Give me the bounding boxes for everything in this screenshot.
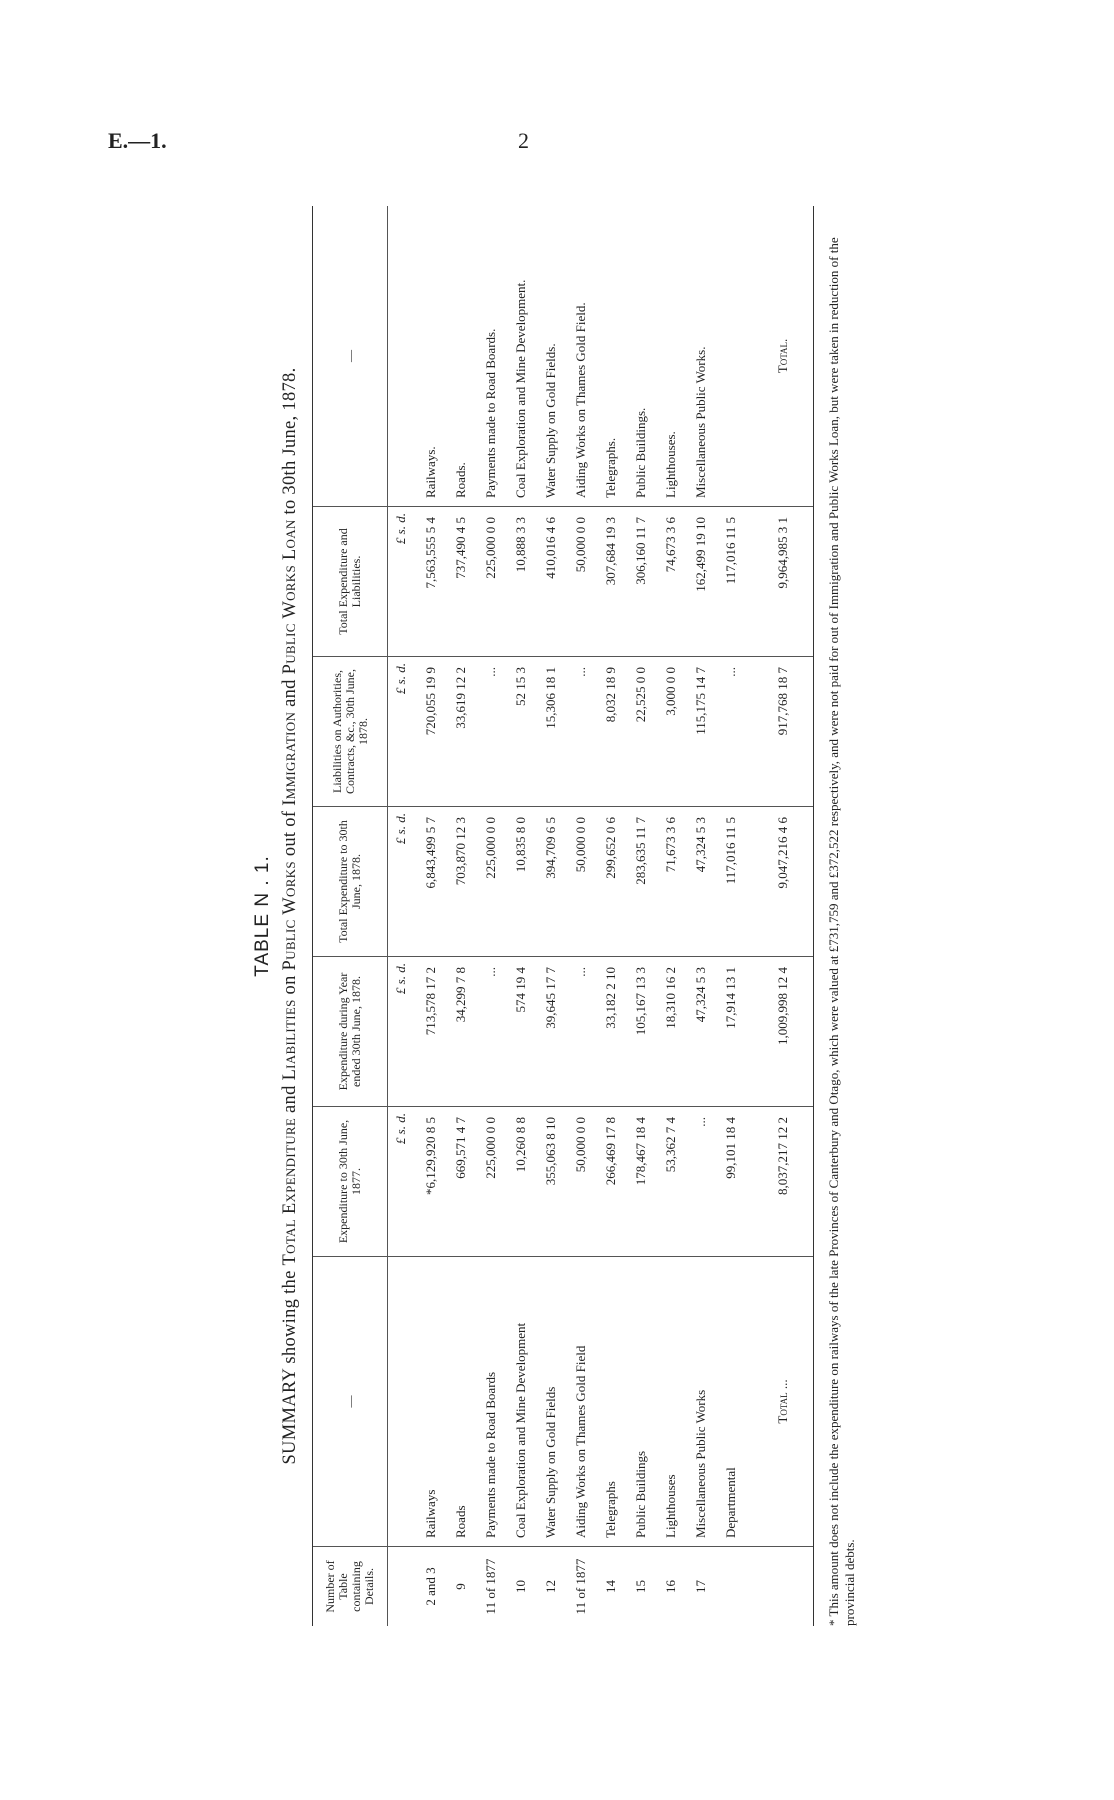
table-cell-item2: Water Supply on Gold Fields. <box>543 343 558 498</box>
title-out-of: out of <box>280 805 300 862</box>
table-cell-exp1877: 53,362 7 4 <box>663 1117 678 1173</box>
table-cell-expyear: 17,914 13 1 <box>723 967 738 1029</box>
table-cell-liab: ... <box>483 667 498 677</box>
table-cell-liab: 3,000 0 0 <box>663 667 678 716</box>
header-total-exp: Total Expenditure to 30th June, 1878. <box>313 807 388 956</box>
table-cell-exp1877: 266,469 17 8 <box>603 1117 618 1186</box>
summary-table <box>312 206 814 1626</box>
table-cell-totliab: 10,888 3 3 <box>513 517 528 573</box>
units-label: £ s. d. <box>393 963 408 995</box>
table-cell-exp1877: *6,129,920 8 5 <box>423 1117 438 1195</box>
title-liabilities: Liabilities <box>280 999 300 1081</box>
table-cell-item: Payments made to Road Boards <box>483 1371 498 1538</box>
table-cell-item2: Miscellaneous Public Works. <box>693 346 708 498</box>
total-cell-item: Total ... <box>775 1379 790 1424</box>
total-cell-totliab: 9,964,985 3 1 <box>775 517 790 589</box>
table-cell-table: 11 of 1877 <box>483 1558 498 1615</box>
table-cell-exp1877: 50,000 0 0 <box>573 1117 588 1173</box>
table-cell-totliab: 410,016 4 6 <box>543 517 558 579</box>
table-cell-totliab: 74,673 3 6 <box>663 517 678 573</box>
table-cell-item: Railways <box>423 1489 438 1538</box>
table-cell-total: 299,652 0 6 <box>603 817 618 879</box>
table-cell-total: 283,635 11 7 <box>633 817 648 885</box>
table-cell-exp1877: 669,571 4 7 <box>453 1117 468 1179</box>
header-exp-1877: Expenditure to 30th June, 1877. <box>313 1107 388 1256</box>
col-exp-year <box>313 956 813 1106</box>
header-item: — <box>313 1257 388 1546</box>
header-total-exp-liab: Total Expenditure and Liabilities. <box>313 507 388 656</box>
table-cell-item: Aiding Works on Thames Gold Field <box>573 1345 588 1538</box>
header-exp-year: Expenditure during Year ended 30th June, 1878. <box>313 957 388 1106</box>
table-cell-item2: Public Buildings. <box>633 407 648 498</box>
table-cell-totliab: 50,000 0 0 <box>573 517 588 573</box>
table-cell-liab: ... <box>573 667 588 677</box>
table-cell-expyear: 47,324 5 3 <box>693 967 708 1023</box>
table-cell-total: 50,000 0 0 <box>573 817 588 873</box>
table-cell-totliab: 225,000 0 0 <box>483 517 498 579</box>
table-cell-table: 14 <box>603 1580 618 1593</box>
table-cell-liab: 15,306 18 1 <box>543 667 558 729</box>
units-label: £ s. d. <box>393 513 408 545</box>
table-cell-table: 12 <box>543 1580 558 1593</box>
table-cell-totliab: 117,016 11 5 <box>723 517 738 585</box>
table-cell-table: 16 <box>663 1580 678 1593</box>
table-cell-liab: 22,525 0 0 <box>633 667 648 723</box>
table-cell-exp1877: 10,260 8 8 <box>513 1117 528 1173</box>
total-cell-expyear: 1,009,998 12 4 <box>775 967 790 1045</box>
total-cell-exp1877: 8,037,217 12 2 <box>775 1117 790 1195</box>
title-on: on <box>280 970 300 1000</box>
table-cell-expyear: ... <box>483 967 498 977</box>
table-cell-item: Roads <box>453 1505 468 1538</box>
table-cell-expyear: 33,182 2 10 <box>603 967 618 1029</box>
col-total-exp-liab <box>313 506 813 656</box>
table-cell-liab: 33,619 12 2 <box>453 667 468 729</box>
table-cell-item: Water Supply on Gold Fields <box>543 1386 558 1538</box>
total-cell-total: 9,047,216 4 6 <box>775 817 790 889</box>
col-item <box>313 1256 813 1546</box>
table-cell-item2: Lighthouses. <box>663 431 678 498</box>
title-and: and <box>280 1080 300 1118</box>
units-label: £ s. d. <box>393 663 408 695</box>
title-public-works-loan: Public Works Loan <box>280 519 300 675</box>
table-cell-expyear: 34,299 7 8 <box>453 967 468 1023</box>
table-cell-exp1877: 99,101 18 4 <box>723 1117 738 1179</box>
table-cell-table <box>717 1547 745 1626</box>
table-cell-expyear: 39,645 17 7 <box>543 967 558 1029</box>
table-cell-total: 703,870 12 3 <box>453 817 468 886</box>
table-cell-totliab: 306,160 11 7 <box>633 517 648 585</box>
table-cell-total: 6,843,499 5 7 <box>423 817 438 889</box>
units-label: £ s. d. <box>393 1113 408 1145</box>
table-cell-totliab: 7,563,555 5 4 <box>423 517 438 589</box>
table-cell-exp1877: ... <box>693 1117 708 1127</box>
total-cell-liab: 917,768 18 7 <box>775 667 790 736</box>
table-cell-expyear: 713,578 17 2 <box>423 967 438 1036</box>
col-total-exp <box>313 806 813 956</box>
table-cell-item: Telegraphs <box>603 1481 618 1538</box>
table-cell-total: 10,835 8 0 <box>513 817 528 873</box>
table-cell-liab: 720,055 19 9 <box>423 667 438 736</box>
table-cell-item: Coal Exploration and Mine Development <box>513 1322 528 1538</box>
header-liabilities: Liabilities on Authorities, Contracts, &c., 30th June, 1878. <box>313 657 388 806</box>
table-cell-table: 11 of 1877 <box>573 1558 588 1615</box>
summary-title <box>280 206 301 1626</box>
table-cell-item: Public Buildings <box>633 1450 648 1538</box>
table-cell-total: 117,016 11 5 <box>723 817 738 885</box>
page-reference: E.—1. <box>108 128 167 153</box>
table-cell-table: 2 and 3 <box>423 1567 438 1606</box>
header-table-number: Number of Table containing Details. <box>313 1547 388 1626</box>
table-cell-item: Lighthouses <box>663 1474 678 1538</box>
table-cell-totliab: 307,684 19 3 <box>603 517 618 586</box>
table-cell-total: 47,324 5 3 <box>693 817 708 873</box>
col-table-number <box>313 1546 813 1626</box>
table-cell-table: 17 <box>693 1580 708 1593</box>
table-cell-table: 9 <box>453 1583 468 1590</box>
table-cell-expyear: ... <box>573 967 588 977</box>
table-cell-total: 225,000 0 0 <box>483 817 498 879</box>
table-cell-item2: Aiding Works on Thames Gold Field. <box>573 302 588 498</box>
table-cell-totliab: 162,499 19 10 <box>693 517 708 592</box>
col-exp-1877 <box>313 1106 813 1256</box>
table-cell-exp1877: 225,000 0 0 <box>483 1117 498 1179</box>
table-cell-liab: 115,175 14 7 <box>693 667 708 735</box>
table-label: TABLE N . 1. <box>252 855 273 977</box>
table-cell-item: Miscellaneous Public Works <box>693 1389 708 1538</box>
table-cell-item2 <box>717 206 745 506</box>
title-tail: to 30th June, 1878. <box>280 367 300 520</box>
table-cell-table: 15 <box>633 1580 648 1593</box>
footnote: * This amount does not include the expenditure on railways of the late Provinces of Canterbury and Otago, which were valued at £731,759 and £372,522 respectively, and were not paid for out of Immigration and Public Works Loan, but were taken in reduction of the provincial debts. <box>826 237 857 1626</box>
table-cell-totliab: 737,490 4 5 <box>453 517 468 579</box>
title-total-expenditure: Total Expenditure <box>280 1117 300 1266</box>
rotated-table-region <box>252 206 942 1626</box>
table-cell-liab: ... <box>723 667 738 677</box>
table-cell-table: 10 <box>513 1580 528 1593</box>
table-cell-expyear: 574 19 4 <box>513 967 528 1013</box>
title-immigration: Immigration <box>280 711 300 806</box>
table-cell-exp1877: 355,063 8 10 <box>543 1117 558 1186</box>
header-item-repeat: — <box>313 206 388 506</box>
table-cell-exp1877: 178,467 18 4 <box>633 1117 648 1186</box>
title-and-2: and <box>280 674 300 712</box>
table-cell-item2: Roads. <box>453 462 468 498</box>
table-cell-total: 394,709 6 5 <box>543 817 558 879</box>
table-cell-item: Departmental <box>723 1467 738 1538</box>
table-cell-total: 71,673 3 6 <box>663 817 678 873</box>
page-number: 2 <box>518 128 529 153</box>
table-cell-item2: Coal Exploration and Mine Development. <box>513 279 528 498</box>
table-cell-liab: 52 15 3 <box>513 667 528 706</box>
units-label: £ s. d. <box>393 813 408 845</box>
title-lead: SUMMARY showing the <box>280 1265 300 1465</box>
table-cell-item2: Payments made to Road Boards. <box>483 328 498 498</box>
table-cell-item2: Railways. <box>423 446 438 498</box>
total-cell-item2: Total. <box>775 338 790 374</box>
col-liabilities <box>313 656 813 806</box>
table-cell-expyear: 18,310 16 2 <box>663 967 678 1029</box>
table-cell-item2: Telegraphs. <box>603 437 618 498</box>
table-cell-liab: 8,032 18 9 <box>603 667 618 723</box>
title-public-works: Public Works <box>280 861 300 971</box>
col-item-repeat <box>313 206 813 506</box>
table-cell-expyear: 105,167 13 3 <box>633 967 648 1036</box>
